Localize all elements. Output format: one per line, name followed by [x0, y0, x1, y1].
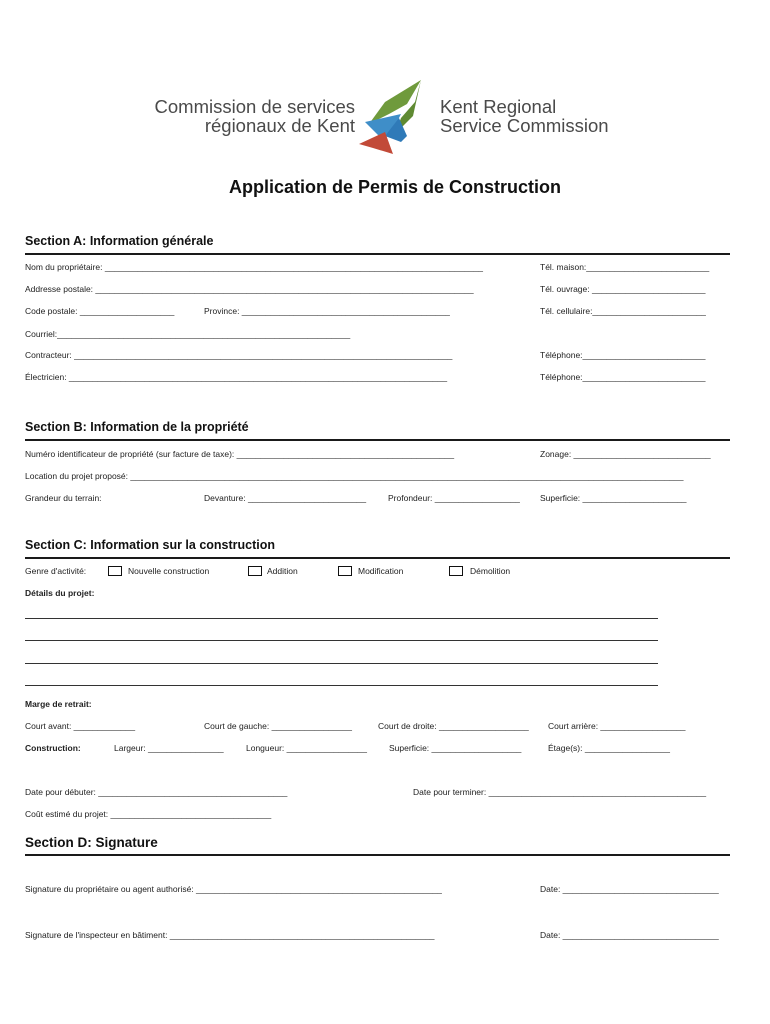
- org-name-english: [440, 97, 620, 135]
- email-field[interactable]: Courriel:______________________________________________________________: [25, 329, 351, 339]
- project-details-label: Détails du projet:: [25, 588, 95, 598]
- project-location-field[interactable]: Location du projet proposé: _____________________________________________________________________________________________________________________: [25, 471, 684, 481]
- property-id-field[interactable]: Numéro identificateur de propriété (sur facture de taxe): ______________________________________________: [25, 449, 455, 459]
- project-details-line[interactable]: [25, 685, 658, 686]
- cell-phone-field[interactable]: Tél. cellulaire:________________________: [540, 306, 706, 316]
- floors-field[interactable]: Étage(s): __________________: [548, 743, 670, 753]
- modification-label: Modification: [358, 566, 404, 576]
- postal-code-field[interactable]: Code postale: ____________________: [25, 306, 175, 316]
- lot-size-label: Grandeur du terrain:: [25, 493, 102, 503]
- province-field[interactable]: Province: ____________________________________________: [204, 306, 450, 316]
- new-construction-label: Nouvelle construction: [128, 566, 210, 576]
- inspector-date-field[interactable]: Date: _________________________________: [540, 930, 719, 940]
- width-field[interactable]: Largeur: ________________: [114, 743, 224, 753]
- front-yard-field[interactable]: Court avant: _____________: [25, 721, 136, 731]
- construction-label: Construction:: [25, 743, 81, 753]
- demolition-checkbox[interactable]: [449, 566, 463, 576]
- area-field[interactable]: Superficie: ______________________: [540, 493, 687, 503]
- inspector-signature-field[interactable]: Signature de l'inspecteur en bâtiment: ________________________________________________________: [25, 930, 435, 940]
- owner-signature-field[interactable]: Signature du propriétaire ou agent authorisé: ____________________________________________________: [25, 884, 442, 894]
- zoning-field[interactable]: Zonage: _____________________________: [540, 449, 711, 459]
- project-details-line[interactable]: [25, 640, 658, 641]
- frontage-field[interactable]: Devanture: _________________________: [204, 493, 367, 503]
- commission-logo-icon: [355, 78, 437, 156]
- section-c-header: Section C: Information sur la construction: [25, 538, 730, 559]
- end-date-field[interactable]: Date pour terminer: ______________________________________________: [413, 787, 707, 797]
- section-b-header: Section B: Information de la propriété: [25, 420, 730, 441]
- home-phone-field[interactable]: Tél. maison:__________________________: [540, 262, 710, 272]
- project-details-line[interactable]: [25, 663, 658, 664]
- owner-date-field[interactable]: Date: _________________________________: [540, 884, 719, 894]
- form-title: Application de Permis de Construction: [228, 177, 562, 197]
- org-name-english-line1: Kent Regional: [440, 96, 557, 117]
- length-field[interactable]: Longueur: _________________: [246, 743, 368, 753]
- org-name-french-line1: Commission de services: [154, 96, 355, 117]
- addition-checkbox[interactable]: [248, 566, 262, 576]
- depth-field[interactable]: Profondeur: __________________: [388, 493, 520, 503]
- setback-label: Marge de retrait:: [25, 699, 92, 709]
- contractor-phone-field[interactable]: Téléphone:__________________________: [540, 350, 706, 360]
- project-details-line[interactable]: [25, 618, 658, 619]
- estimated-cost-field[interactable]: Coût estimé du projet: __________________________________: [25, 809, 272, 819]
- addition-label: Addition: [267, 566, 298, 576]
- right-yard-field[interactable]: Court de droite: ___________________: [378, 721, 529, 731]
- left-yard-field[interactable]: Court de gauche: _________________: [204, 721, 352, 731]
- electrician-field[interactable]: Électricien: ________________________________________________________________________________: [25, 372, 448, 382]
- section-a-header: Section A: Information générale: [25, 234, 730, 255]
- electrician-phone-field[interactable]: Téléphone:__________________________: [540, 372, 706, 382]
- org-name-french-line2: régionaux de Kent: [204, 115, 355, 136]
- postal-address-field[interactable]: Addresse postale: ________________________________________________________________________________: [25, 284, 474, 294]
- org-name-french: [150, 97, 355, 135]
- new-construction-checkbox[interactable]: [108, 566, 122, 576]
- surface-field[interactable]: Superficie: ___________________: [389, 743, 522, 753]
- contractor-field[interactable]: Contracteur: ________________________________________________________________________________: [25, 350, 453, 360]
- org-name-english-line2: Service Commission: [440, 115, 609, 136]
- owner-name-field[interactable]: Nom du propriétaire: ________________________________________________________________________________: [25, 262, 484, 272]
- start-date-field[interactable]: Date pour débuter: ________________________________________: [25, 787, 288, 797]
- section-d-header: Section D: Signature: [25, 835, 730, 856]
- demolition-label: Démolition: [470, 566, 511, 576]
- work-phone-field[interactable]: Tél. ouvrage: ________________________: [540, 284, 706, 294]
- activity-type-label: Genre d'activité:: [25, 566, 87, 576]
- rear-yard-field[interactable]: Court arrière: __________________: [548, 721, 686, 731]
- modification-checkbox[interactable]: [338, 566, 352, 576]
